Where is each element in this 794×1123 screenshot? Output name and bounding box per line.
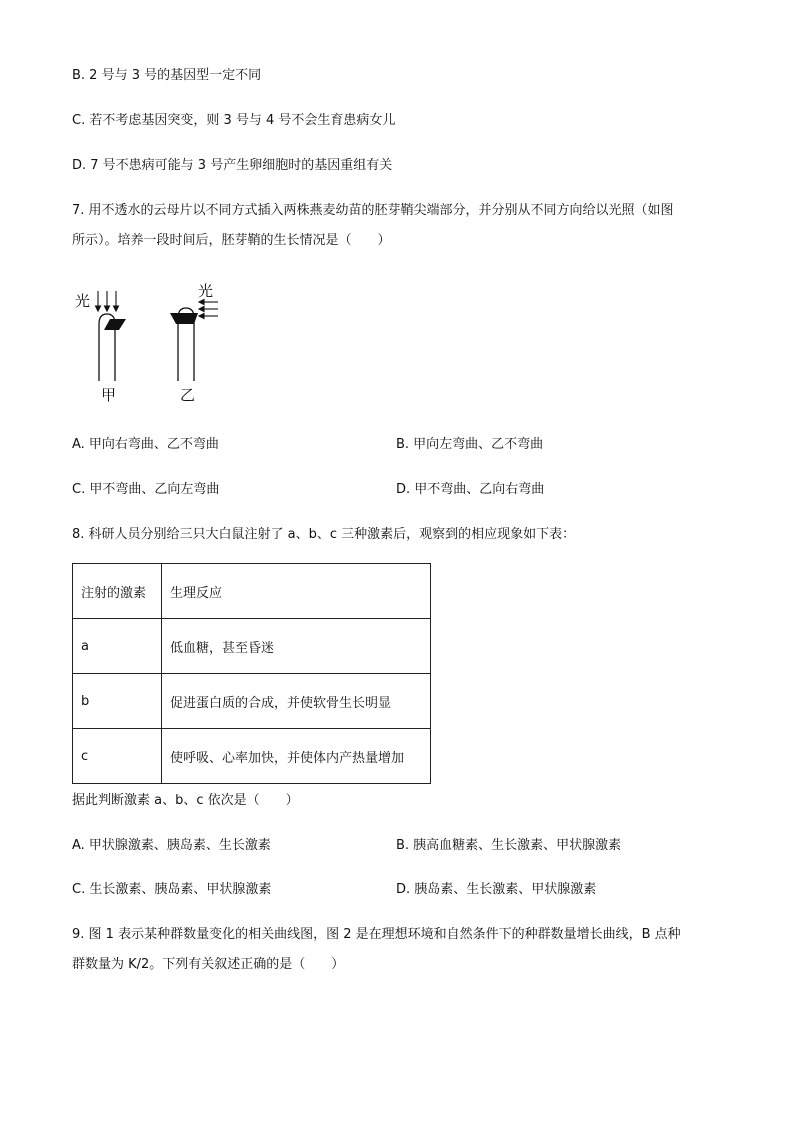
table-cell: b — [73, 674, 162, 729]
table-cell: c — [73, 729, 162, 784]
table-header-row — [73, 564, 431, 619]
table-row — [73, 729, 431, 784]
question-7-option-a: A. 甲向右弯曲、乙不弯曲 — [72, 437, 219, 452]
question-8-option-b: B. 胰高血糖素、生长激素、甲状腺激素 — [396, 838, 622, 853]
light-arrows-left — [199, 300, 218, 319]
table-cell: 使呼吸、心率加快，并使体内产热量增加 — [162, 729, 431, 784]
question-7-option-c: C. 甲不弯曲、乙向左弯曲 — [72, 482, 220, 497]
table-header-cell: 生理反应 — [162, 564, 431, 619]
light-label-b: 光 — [198, 282, 214, 300]
question-7-option-d: D. 甲不弯曲、乙向右弯曲 — [396, 482, 545, 497]
table-cell: 促进蛋白质的合成，并使软骨生长明显 — [162, 674, 431, 729]
table-row — [73, 619, 431, 674]
question-9-line-1: 9. 图 1 表示某种群数量变化的相关曲线图，图 2 是在理想环境和自然条件下的种群数量增长曲线，B 点种 — [72, 927, 681, 942]
question-8-option-d: D. 胰岛素、生长激素、甲状腺激素 — [396, 882, 597, 897]
question-8-question: 据此判断激素 a、b、c 依次是（ ） — [72, 793, 299, 808]
hormone-table — [72, 563, 431, 784]
question-8-option-c: C. 生长激素、胰岛素、甲状腺激素 — [72, 882, 272, 897]
table-cell: 低血糖，甚至昏迷 — [162, 619, 431, 674]
light-label-a: 光 — [75, 292, 91, 310]
label-a: 甲 — [101, 386, 117, 404]
question-7-line-1: 7. 用不透水的云母片以不同方式插入两株燕麦幼苗的胚芽鞘尖端部分，并分别从不同方向给以光照（如图 — [72, 203, 674, 218]
mica-sheet-a — [104, 319, 126, 330]
table-header-cell: 注射的激素 — [73, 564, 162, 619]
table-row — [73, 674, 431, 729]
question-7-line-2: 所示）。培养一段时间后，胚芽鞘的生长情况是（ ） — [72, 233, 391, 248]
coleoptile-figure — [70, 278, 230, 406]
option-d-prev: D. 7 号不患病可能与 3 号产生卵细胞时的基因重组有关 — [72, 158, 393, 173]
question-8-option-a: A. 甲状腺激素、胰岛素、生长激素 — [72, 838, 271, 853]
light-arrows-down — [96, 291, 119, 311]
question-7-option-b: B. 甲向左弯曲、乙不弯曲 — [396, 437, 544, 452]
option-c-prev: C. 若不考虑基因突变，则 3 号与 4 号不会生育患病女儿 — [72, 113, 396, 128]
mica-sheet-b — [170, 313, 198, 324]
question-9-line-2: 群数量为 K/2。下列有关叙述正确的是（ ） — [72, 957, 345, 972]
question-8-stem: 8. 科研人员分别给三只大白鼠注射了 a、b、c 三种激素后，观察到的相应现象如下表： — [72, 527, 576, 542]
table-cell: a — [73, 619, 162, 674]
label-b: 乙 — [180, 386, 196, 404]
option-b-prev: B. 2 号与 3 号的基因型一定不同 — [72, 68, 262, 83]
